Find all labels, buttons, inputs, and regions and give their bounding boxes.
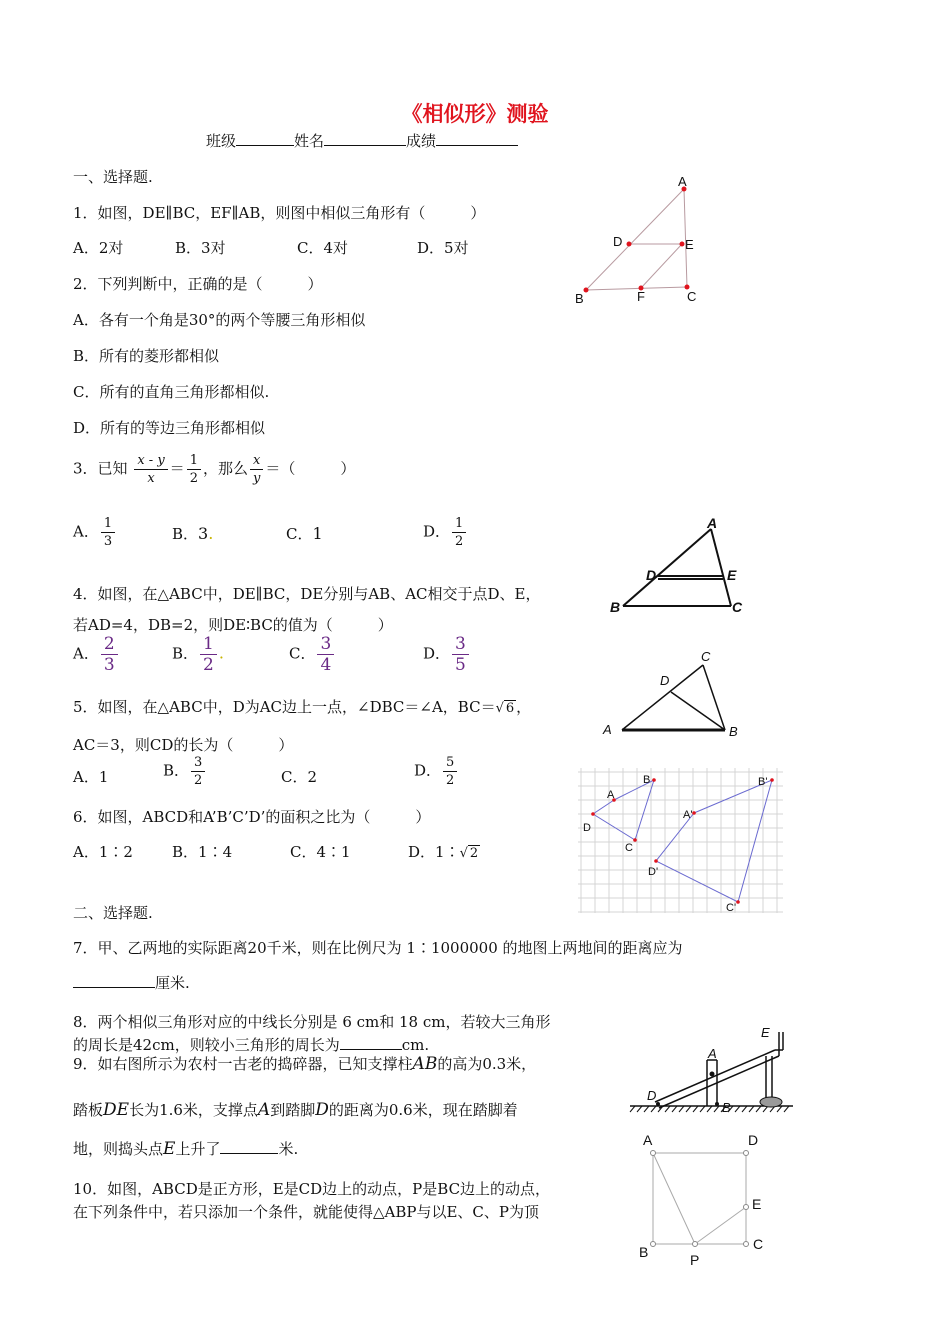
q3-c-value: 1	[312, 524, 323, 543]
q9-var-a: A	[257, 1100, 271, 1120]
figure-q1	[570, 170, 710, 310]
q3-f1-num: x - y	[134, 452, 167, 470]
q7-answer-blank[interactable]	[73, 973, 155, 988]
page-title: 《相似形》测验	[401, 101, 549, 126]
q4-b-fraction	[200, 634, 217, 675]
figure-q5	[598, 648, 748, 738]
fig9-label-d: D	[647, 1088, 657, 1103]
fig10-label-b: B	[639, 1244, 649, 1260]
q5-line2: AC＝3，则CD的长为（ ）	[73, 736, 294, 754]
q4-c-num: 3	[317, 634, 334, 655]
q4-option-a[interactable]	[73, 634, 120, 675]
q3-f1-den: x	[147, 471, 155, 486]
q4-d-fraction	[452, 634, 469, 675]
fig1-label-a: A	[678, 174, 687, 189]
q9-line2a: 踏板	[73, 1101, 104, 1119]
q6-d-label: D．1∶	[408, 843, 460, 861]
q6-d-sqrt-value: 2	[469, 846, 479, 861]
q4-c-label: C．	[289, 644, 316, 663]
q7-line1: 7．甲、乙两地的实际距离20千米，则在比例尺为 1∶1000000 的地图上两地间的距离应为	[73, 939, 683, 957]
q3-a-num: 1	[101, 515, 115, 533]
section-2-heading: 二、选择题.	[73, 904, 153, 922]
q3-pre: 3．已知	[73, 459, 128, 478]
q5-d-den: 2	[446, 773, 455, 788]
q4-b-label: B．	[172, 644, 199, 663]
fig6-label-a: A	[607, 789, 615, 801]
q3-d-label: D．	[423, 522, 451, 541]
q3-option-b[interactable]	[172, 523, 213, 544]
q9-var-e: E	[163, 1139, 176, 1159]
stray-dot: .	[218, 643, 224, 663]
q4-option-b[interactable]	[172, 634, 224, 675]
q8-line2	[73, 1034, 429, 1055]
q9-line1b: 的高为0.3米，	[437, 1055, 537, 1073]
q2-option-b[interactable]: B．所有的菱形都相似	[73, 347, 220, 365]
q5-sqrt-value: 6	[505, 701, 515, 716]
q9-line2c: 到踏脚	[270, 1101, 316, 1119]
ground-hatch	[665, 1106, 670, 1112]
q6-option-b[interactable]: B．1∶4	[172, 843, 233, 861]
ground-hatch	[630, 1106, 635, 1112]
header-info	[206, 130, 518, 151]
q2-option-a[interactable]: A．各有一个角是30°的两个等腰三角形相似	[73, 311, 366, 329]
q9-line2b: 长为1.6米，支撑点	[129, 1101, 258, 1119]
q9-var-ab: AB	[412, 1054, 438, 1074]
q1-stem: 1．如图，DE∥BC，EF∥AB，则图中相似三角形有（ ）	[73, 204, 486, 222]
q3-a-fraction	[101, 515, 115, 550]
q3-fraction-xy	[250, 452, 263, 487]
fig4-label-d: D	[646, 567, 657, 583]
q9-line3b: 上升了	[175, 1140, 221, 1158]
fig9-label-b: B	[722, 1100, 731, 1114]
q9-line3a: 地，则捣头点	[73, 1140, 164, 1158]
fig1-label-b: B	[575, 291, 584, 306]
q9-answer-blank[interactable]	[220, 1139, 278, 1154]
q8-unit: cm.	[401, 1036, 430, 1054]
fig5-label-b: B	[729, 724, 738, 738]
q7-line2	[73, 972, 190, 993]
fig1-label-d: D	[613, 234, 623, 249]
q4-option-c[interactable]	[289, 634, 336, 675]
q3-d-den: 2	[455, 534, 464, 549]
fig4-label-a: A	[707, 515, 718, 531]
ground-hatch	[714, 1106, 719, 1112]
q5-b-den: 2	[194, 773, 203, 788]
q9-var-de: DE	[103, 1100, 130, 1120]
fig1-label-c: C	[687, 289, 697, 304]
ground-hatch	[749, 1106, 754, 1112]
fig10-label-p: P	[690, 1252, 700, 1268]
q3-option-a[interactable]	[73, 515, 117, 550]
q3-stem	[73, 452, 355, 487]
q3-b-label: B．	[172, 525, 199, 543]
name-label: 姓名	[294, 132, 325, 150]
fig4-label-e: E	[727, 567, 737, 583]
q4-d-num: 3	[452, 634, 469, 655]
q5-option-a[interactable]: A．1	[73, 768, 109, 786]
q3-fraction-half	[187, 452, 201, 487]
q1-option-c[interactable]: C．4对	[297, 239, 349, 257]
q2-option-c[interactable]: C．所有的直角三角形都相似.	[73, 383, 270, 401]
ground-hatch	[637, 1106, 642, 1112]
ground-hatch	[672, 1106, 677, 1112]
q1-option-a[interactable]: A．2对	[73, 239, 124, 257]
q4-a-label: A．	[73, 644, 99, 663]
fig6-label-d: D	[583, 822, 591, 834]
q3-post: ＝（ ）	[265, 459, 356, 478]
q10-line1: 10．如图，ABCD是正方形，E是CD边上的动点，P是BC边上的动点，	[73, 1180, 551, 1198]
q8-line2a: 的周长是42cm，则较小三角形的周长为	[73, 1036, 340, 1054]
stray-dot: .	[208, 524, 214, 543]
score-blank[interactable]	[436, 131, 518, 146]
ground-hatch	[777, 1106, 782, 1112]
q6-option-d[interactable]: D．1∶√ 2	[408, 843, 479, 861]
q5-d-label: D．	[414, 761, 442, 780]
q9-line3	[73, 1138, 298, 1159]
q3-a-label: A．	[73, 522, 99, 541]
q2-stem: 2．下列判断中，正确的是（ ）	[73, 275, 323, 293]
q9-line1	[73, 1053, 536, 1074]
fig5-label-a: A	[603, 722, 612, 737]
figure-q9	[625, 1022, 795, 1114]
fig6-label-b-prime: B'	[758, 776, 768, 788]
ground-hatch	[742, 1106, 747, 1112]
name-blank[interactable]	[324, 131, 406, 146]
score-label: 成绩	[406, 132, 437, 150]
q5-line1-text: 5．如图，在△ABC中，D为AC边上一点，∠DBC＝∠A，BC＝	[73, 698, 496, 716]
q3-option-c[interactable]	[286, 523, 323, 544]
q1-option-d[interactable]: D．5对	[417, 239, 469, 257]
q4-b-den: 2	[203, 655, 214, 675]
q3-f3-num: x	[250, 452, 263, 470]
q4-option-d[interactable]	[423, 634, 471, 675]
q5-option-d[interactable]	[414, 754, 459, 789]
fig6-label-b: B	[643, 774, 651, 786]
q5-d-num: 5	[443, 754, 457, 772]
q9-line2	[73, 1099, 518, 1120]
q8-line1: 8．两个相似三角形对应的中线长分别是 6 cm和 18 cm，若较大三角形	[73, 1013, 551, 1031]
q6-option-c[interactable]: C．4∶1	[290, 843, 351, 861]
q4-line2: 若AD=4，DB=2，则DE∶BC的值为（ ）	[73, 616, 393, 634]
q3-d-fraction	[452, 515, 466, 550]
q3-fraction-given	[134, 452, 167, 487]
ground-hatch	[784, 1106, 789, 1112]
q9-var-d: D	[315, 1100, 329, 1120]
q5-d-fraction	[443, 754, 457, 789]
q4-a-den: 3	[103, 655, 115, 675]
section-1-heading: 一、选择题.	[73, 168, 153, 186]
ground-hatch	[679, 1106, 684, 1112]
ground-hatch	[651, 1106, 656, 1112]
figure-q6	[578, 768, 783, 913]
q5-option-c[interactable]: C．2	[281, 768, 318, 786]
fig1-label-e: E	[685, 237, 694, 252]
q2-option-d[interactable]: D．所有的等边三角形都相似	[73, 419, 266, 437]
q3-option-d[interactable]	[423, 515, 468, 550]
q3-a-den: 3	[103, 534, 113, 549]
fig10-label-d: D	[748, 1132, 759, 1148]
q4-a-fraction	[101, 634, 118, 675]
fig6-label-a-prime: A'	[683, 809, 693, 821]
class-label: 班级	[206, 132, 237, 150]
class-blank[interactable]	[236, 131, 294, 146]
q3-f3-den: y	[252, 471, 261, 486]
q3-c-label: C．	[286, 525, 313, 543]
figure-q10	[635, 1128, 775, 1270]
q3-f2-num: 1	[187, 452, 201, 470]
q3-b-value: 3	[198, 524, 209, 543]
figure-q4	[605, 515, 755, 620]
q3-mid: ，那么	[202, 459, 248, 478]
q8-answer-blank[interactable]	[340, 1035, 402, 1050]
q3-eq: ＝	[169, 459, 185, 478]
fig10-label-c: C	[753, 1236, 764, 1252]
fig9-label-a: A	[708, 1046, 717, 1061]
ground-hatch	[707, 1106, 712, 1112]
q5-option-b[interactable]	[163, 754, 207, 789]
fig6-label-c-prime: C'	[726, 902, 737, 913]
q10-line2: 在下列条件中，若只添加一个条件，就能使得△ABP与以E、C、P为顶	[73, 1203, 540, 1221]
fig5-label-c: C	[701, 649, 711, 664]
ground-hatch	[735, 1106, 740, 1112]
q6-stem: 6．如图，ABCD和A’B’C’D’的面积之比为（ ）	[73, 808, 431, 826]
fig4-label-b: B	[610, 599, 621, 615]
q9-line1a: 9．如右图所示为农村一古老的捣碎器，已知支撑柱	[73, 1055, 413, 1073]
q4-a-num: 2	[101, 634, 118, 655]
q3-d-num: 1	[452, 515, 466, 533]
q5-b-label: B．	[163, 761, 190, 780]
q7-unit: 厘米.	[155, 974, 190, 992]
fig10-label-e: E	[752, 1196, 762, 1212]
ground-hatch	[700, 1106, 705, 1112]
fig1-label-f: F	[637, 289, 645, 304]
q5-line1: 5．如图，在△ABC中，D为AC边上一点，∠DBC＝∠A，BC＝√ 6 ，	[73, 698, 532, 716]
q9-line2d: 的距离为0.6米，现在踏脚着	[328, 1101, 518, 1119]
fig6-label-c: C	[625, 842, 633, 854]
q4-b-num: 1	[200, 634, 217, 655]
q5-b-num: 3	[191, 754, 205, 772]
fig9-label-e: E	[761, 1025, 770, 1040]
q4-c-den: 4	[320, 655, 332, 675]
q9-unit: 米.	[278, 1140, 299, 1158]
q1-option-b[interactable]: B．3对	[175, 239, 226, 257]
q5-b-fraction	[191, 754, 205, 789]
fig6-label-d-prime: D'	[648, 866, 659, 878]
q4-c-fraction	[317, 634, 334, 675]
q4-line1: 4．如图，在△ABC中，DE∥BC，DE分别与AB、AC相交于点D、E，	[73, 585, 541, 603]
fig5-label-d: D	[660, 673, 670, 688]
q5-line1-end: ，	[516, 698, 532, 716]
q4-d-den: 5	[455, 655, 466, 675]
fig4-label-c: C	[732, 599, 743, 615]
ground-hatch	[644, 1106, 649, 1112]
q3-f2-den: 2	[189, 471, 198, 486]
ground-hatch	[756, 1106, 761, 1112]
q6-option-a[interactable]: A．1∶2	[73, 843, 133, 861]
q4-d-label: D．	[423, 644, 451, 663]
ground-hatch	[693, 1106, 698, 1112]
ground-hatch	[686, 1106, 691, 1112]
fig10-label-a: A	[643, 1132, 653, 1148]
